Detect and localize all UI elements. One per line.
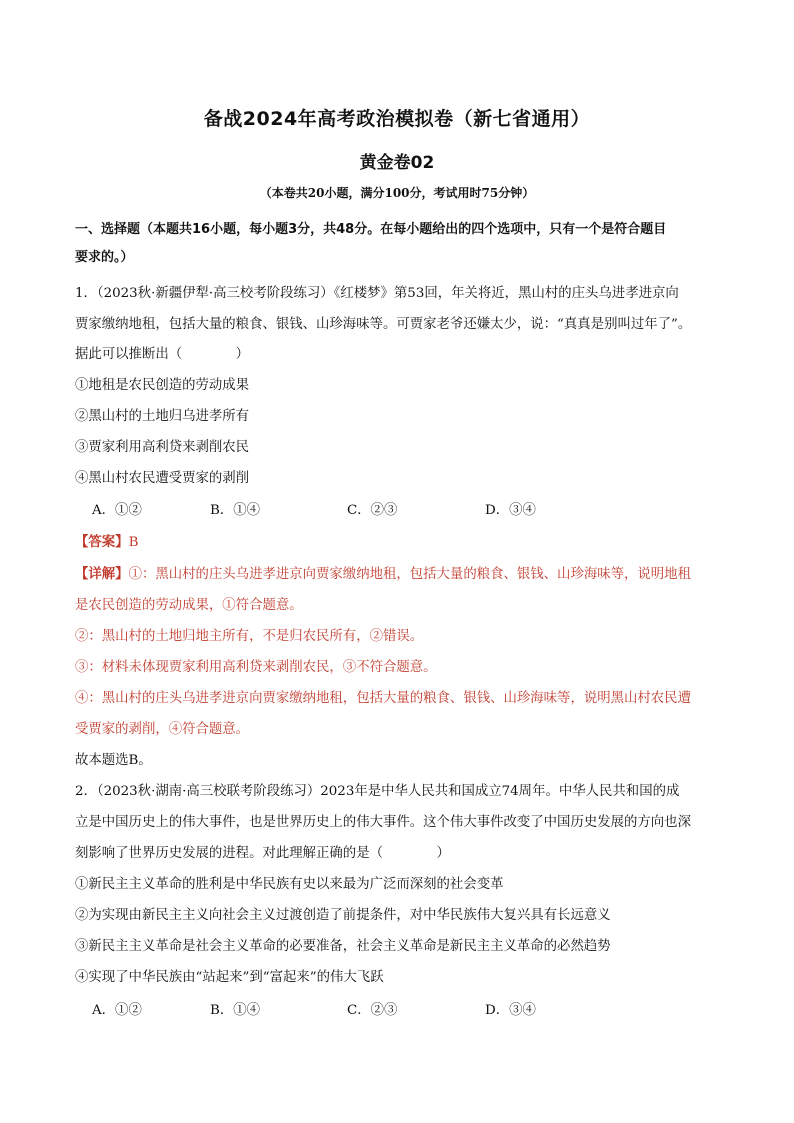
q1-option-d: D．③④	[485, 503, 536, 518]
q1-stem-line: 1．（2023秋·新疆伊犁·高三校考阶段练习）《红楼梦》第53回，年关将近，黑山村的庄头乌进孝进京向	[75, 286, 679, 301]
q2-stem-line: 立是中国历史上的伟大事件，也是世界历史上的伟大事件。这个伟大事件改变了中国历史发展的方向也深	[75, 815, 691, 830]
q1-stem-line: 据此可以推断出（ ）	[75, 347, 250, 362]
detail-text: ①：黑山村的庄头乌进孝进京向贾家缴纳地租，包括大量的粮食、银钱、山珍海味等，说明地租	[128, 567, 691, 582]
page-title: 备战2024年高考政治模拟卷（新七省通用）	[203, 108, 591, 130]
q1-detail-line: 是农民创造的劳动成果，①符合题意。	[75, 598, 303, 613]
q1-option-c: C．②③	[347, 503, 398, 518]
q1-detail-line: ③：材料未体现贾家利用高利贷来剥削农民，③不符合题意。	[75, 660, 437, 675]
q2-stem-line: 2．（2023秋·湖南·高三校联考阶段练习）2023年是中华人民共和国成立74周年。中华人民共和国的成	[75, 784, 680, 799]
q1-statement: ②黑山村的土地归乌进孝所有	[75, 409, 250, 424]
detail-tag: 【详解】	[75, 567, 129, 582]
q1-stem-line: 贾家缴纳地租，包括大量的粮食、银钱、山珍海味等。可贾家老爷还嫌太少，说：“真真是别叫过年了”。	[75, 317, 692, 332]
q2-option-b: B．①④	[210, 1003, 261, 1018]
answer-tag: 【答案】	[75, 535, 129, 550]
q2-statement: ②为实现由新民主主义向社会主义过渡创造了前提条件，对中华民族伟大复兴具有长远意义	[75, 908, 611, 923]
q1-detail-line: 受贾家的剥削，④符合题意。	[75, 722, 250, 737]
section-heading-cont: 要求的。）	[75, 250, 134, 265]
q1-option-b: B．①④	[210, 503, 261, 518]
q1-statement: ④黑山村农民遭受贾家的剥削	[75, 471, 250, 486]
paper-note: （本卷共20小题，满分100分，考试用时75分钟）	[259, 186, 535, 200]
paper-subtitle: 黄金卷02	[359, 153, 435, 173]
q2-stem-line: 刻影响了世界历史发展的进程。对此理解正确的是（ ）	[75, 846, 450, 861]
q1-statement: ③贾家利用高利贷来剥削农民	[75, 440, 250, 455]
q2-statement: ③新民主主义革命是社会主义革命的必要准备，社会主义革命是新民主主义革命的必然趋势	[75, 939, 611, 954]
q1-detail-line: ④：黑山村的庄头乌进孝进京向贾家缴纳地租，包括大量的粮食、银钱、山珍海味等，说明黑山村农民遭	[75, 691, 691, 706]
q1-option-a: A．①②	[92, 503, 142, 518]
q1-conclusion: 故本题选B。	[75, 753, 152, 768]
q2-option-c: C．②③	[347, 1003, 398, 1018]
q1-answer	[75, 531, 138, 550]
section-heading: 一、选择题（本题共16小题，每小题3分，共48分。在每小题给出的四个选项中，只有一个是符合题目	[75, 222, 667, 237]
q1-detail-line: ②：黑山村的土地归地主所有，不是归农民所有，②错误。	[75, 629, 424, 644]
answer-value: B	[128, 535, 139, 550]
q2-statement: ①新民主主义革命的胜利是中华民族有史以来最为广泛而深刻的社会变革	[75, 877, 504, 892]
q1-statement: ①地租是农民创造的劳动成果	[75, 378, 250, 393]
q2-option-a: A．①②	[92, 1003, 142, 1018]
q1-detail	[75, 563, 691, 582]
q2-option-d: D．③④	[485, 1003, 536, 1018]
q2-statement: ④实现了中华民族由“站起来”到“富起来”的伟大飞跃	[75, 970, 384, 985]
